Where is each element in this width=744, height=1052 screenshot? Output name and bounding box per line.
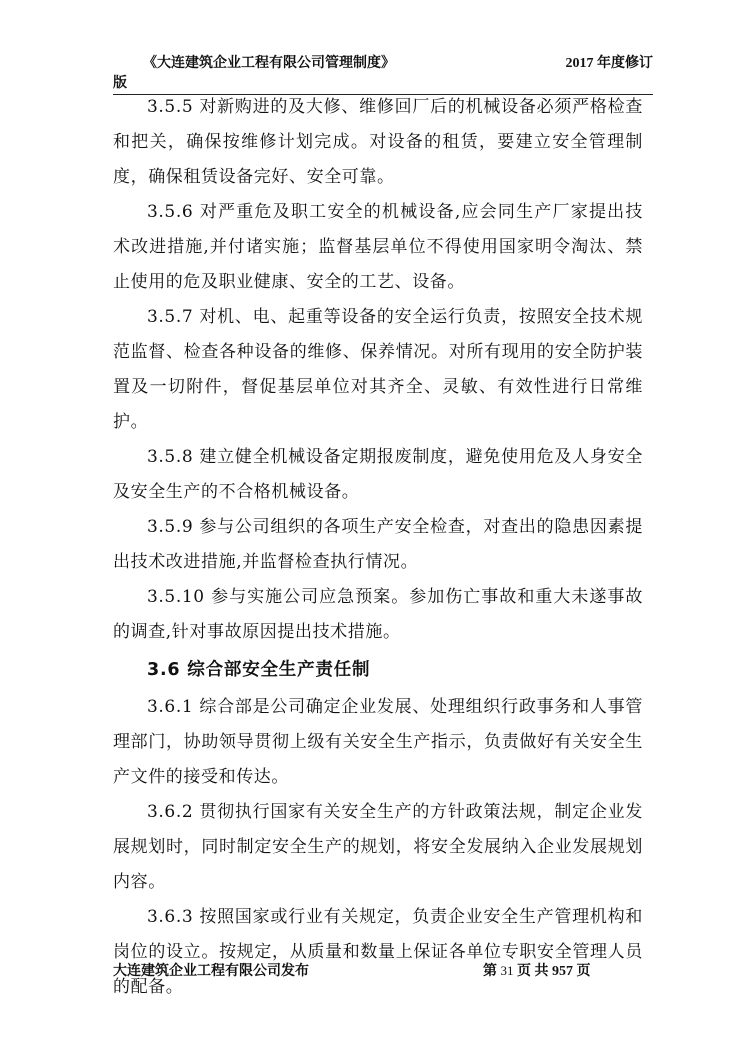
page-middle: 页 共	[517, 964, 549, 979]
page-header	[113, 52, 653, 91]
publisher-label: 大连建筑企业工程有限公司发布	[113, 964, 309, 979]
document-title: 《大连建筑企业工程有限公司管理制度》	[143, 56, 395, 71]
paragraph-3-5-5: 3.5.5 对新购进的及大修、维修回厂后的机械设备必须严格检查和把关，确保按维修计划完成。对设备的租赁，要建立安全管理制度，确保租赁设备完好、安全可靠。	[113, 97, 643, 187]
page-content	[113, 90, 643, 1005]
paragraph-3-5-6: 3.5.6 对严重危及职工安全的机械设备,应会同生产厂家提出技术改进措施,并付诸实施；监督基层单位不得使用国家明令淘汰、禁止使用的危及职业健康、安全的工艺、设备。	[113, 202, 643, 292]
section-heading-3-6: 3.6 综合部安全生产责任制	[147, 660, 371, 680]
paragraph-3-5-9: 3.5.9 参与公司组织的各项生产安全检查，对查出的隐患因素提出技术改进措施,并监督检查执行情况。	[113, 517, 643, 572]
paragraph-3-6-2: 3.6.2 贯彻执行国家有关安全生产的方针政策法规，制定企业发展规划时，同时制定安全生产的规划，将安全发展纳入企业发展规划内容。	[113, 802, 643, 892]
version-label: 2017 年度修订	[565, 56, 653, 71]
paragraph-3-6-3: 3.6.3 按照国家或行业有关规定，负责企业安全生产管理机构和岗位的设立。按规定，从质量和数量上保证各单位专职安全管理人员的配备。	[113, 907, 643, 997]
current-page-number: 31	[500, 963, 514, 978]
header-row	[113, 52, 653, 72]
paragraph-3-5-10: 3.5.10 参与实施公司应急预案。参加伤亡事故和重大未遂事故的调查,针对事故原因提出技术措施。	[113, 587, 643, 642]
version-label-tail: 版	[113, 76, 127, 91]
total-pages: 957	[552, 964, 573, 979]
page-suffix: 页	[576, 964, 591, 979]
paragraph-3-6-1: 3.6.1 综合部是公司确定企业发展、处理组织行政事务和人事管理部门，协助领导贯彻上级有关安全生产指示，负责做好有关安全生产文件的接受和传达。	[113, 697, 643, 787]
paragraph-3-5-7: 3.5.7 对机、电、起重等设备的安全运行负责，按照安全技术规范监督、检查各种设备的维修、保养情况。对所有现用的安全防护装置及一切附件，督促基层单位对其齐全、灵敏、有效性进行日常维护。	[113, 307, 643, 432]
paragraph-3-5-8: 3.5.8 建立健全机械设备定期报废制度，避免使用危及人身安全及安全生产的不合格机械设备。	[113, 447, 643, 502]
page-indicator	[483, 960, 591, 980]
page-prefix: 第	[483, 964, 497, 979]
